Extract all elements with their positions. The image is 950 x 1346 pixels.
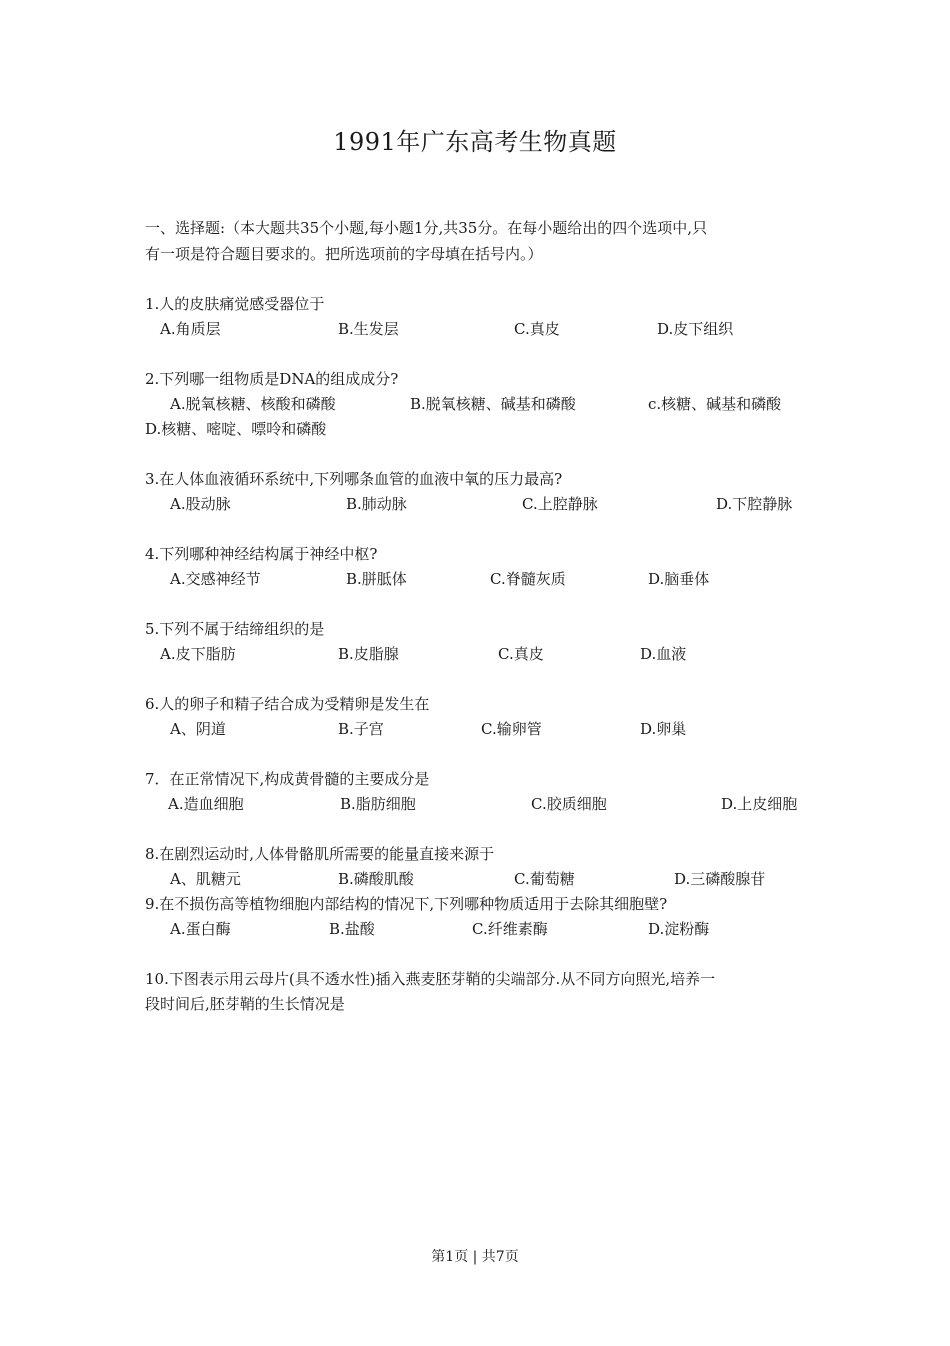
option-d: D.卵巢 [640,720,687,738]
option-c: C.真皮 [514,320,560,338]
option-a: A.脱氧核糖、核酸和磷酸 [170,395,336,413]
option-d: D.血液 [640,645,687,663]
section-instructions-line-1: 一、选择题:（本大题共35个小题,每小题1分,共35分。在每小题给出的四个选项中,只 [145,219,708,237]
option-a: A.股动脉 [170,495,231,513]
option-a: A.角质层 [160,320,221,338]
option-a: A.造血细胞 [168,795,244,813]
option-c: C.胶质细胞 [531,795,607,813]
option-b: B.磷酸肌酸 [338,870,414,888]
page-footer: 第1页 | 共7页 [431,1249,519,1265]
option-c: C.脊髓灰质 [490,570,566,588]
option-d: D.核糖、嘧啶、嘌呤和磷酸 [145,420,327,438]
option-b: B.生发层 [338,320,399,338]
option-b: B.皮脂腺 [338,645,399,663]
option-b: B.脱氧核糖、碱基和磷酸 [410,395,576,413]
option-d: D.下腔静脉 [716,495,793,513]
option-b: B.脂肪细胞 [340,795,416,813]
option-c: C.输卵管 [481,720,542,738]
option-d: D.上皮细胞 [721,795,798,813]
option-b: B.盐酸 [329,920,375,938]
section-instructions-line-2: 有一项是符合题目要求的。把所选项前的字母填在括号内。） [145,245,543,263]
question-stem: 1.人的皮肤痛觉感受器位于 [145,295,325,313]
option-d: D.三磷酸腺苷 [674,870,766,888]
option-b: B.子宫 [338,720,384,738]
option-c: C.上腔静脉 [522,495,598,513]
question-stem-line-1: 10.下图表示用云母片(具不透水性)插入燕麦胚芽鞘的尖端部分.从不同方向照光,培养一 [145,970,716,988]
question-stem: 2.下列哪一组物质是DNA的组成成分? [145,370,399,388]
option-d: D.淀粉酶 [648,920,710,938]
option-b: B.胼胝体 [346,570,407,588]
question-stem: 5.下列不属于结缔组织的是 [145,620,325,638]
option-a: A、肌糖元 [170,870,241,888]
option-d: D.脑垂体 [648,570,710,588]
option-c: c.核糖、碱基和磷酸 [648,395,782,413]
question-stem: 8.在剧烈运动时,人体骨骼肌所需要的能量直接来源于 [145,845,495,863]
option-c: C.真皮 [498,645,544,663]
option-a: A.交感神经节 [170,570,261,588]
option-c: C.葡萄糖 [514,870,575,888]
question-stem: 7．在正常情况下,构成黄骨髓的主要成分是 [145,770,430,788]
question-stem: 4.下列哪种神经结构属于神经中枢? [145,545,378,563]
question-stem: 9.在不损伤高等植物细胞内部结构的情况下,下列哪种物质适用于去除其细胞壁? [145,895,668,913]
option-a: A、阴道 [170,720,226,738]
option-a: A.蛋白酶 [170,920,231,938]
question-stem: 6.人的卵子和精子结合成为受精卵是发生在 [145,695,430,713]
option-a: A.皮下脂肪 [160,645,236,663]
option-c: C.纤维素酶 [472,920,548,938]
option-d: D.皮下组织 [657,320,734,338]
question-stem: 3.在人体血液循环系统中,下列哪条血管的血液中氧的压力最高? [145,470,563,488]
page-title: 1991年广东高考生物真题 [333,128,617,156]
option-b: B.肺动脉 [346,495,407,513]
question-stem-line-2: 段时间后,胚芽鞘的生长情况是 [145,995,345,1013]
